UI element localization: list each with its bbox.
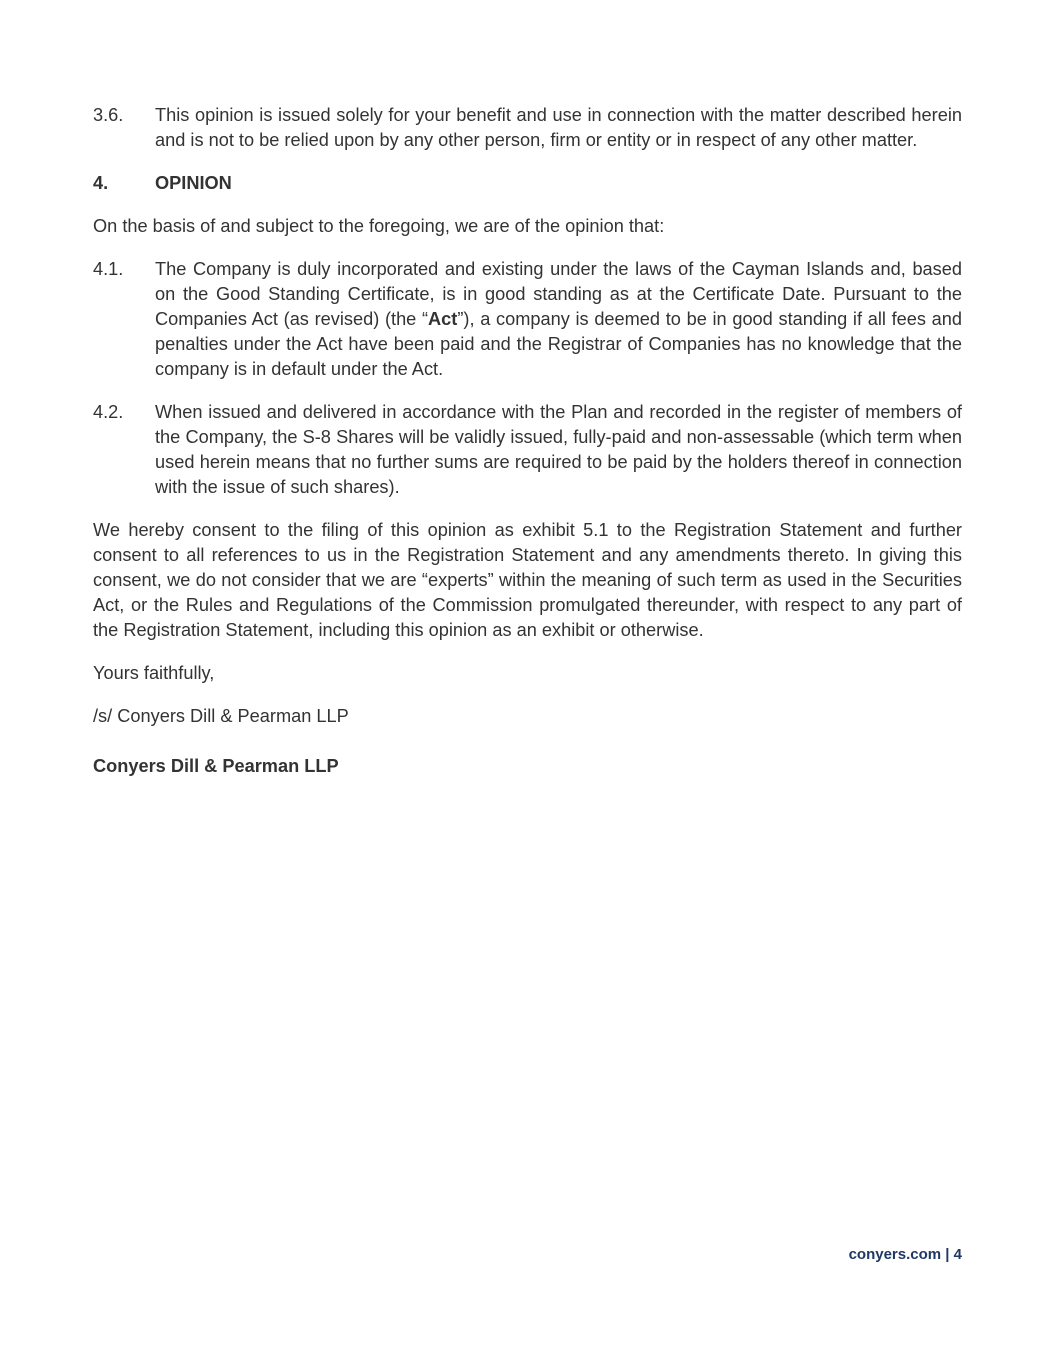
signature-line: /s/ Conyers Dill & Pearman LLP xyxy=(93,706,349,726)
clause-number: 4.2. xyxy=(93,402,124,422)
clause-number: 3.6. xyxy=(93,105,124,125)
clause-text-part: The Company is duly incorporated and existing under the laws of the Cayman Islands and, based on the Good Standing Certificate, is in good standing as at the Certificate Date. Pursuant to the Companies Act (as revised) (the “ xyxy=(155,259,962,329)
signatory-name: Conyers Dill & Pearman LLP xyxy=(93,756,339,776)
page-number: 4 xyxy=(953,1246,962,1263)
clause-text xyxy=(155,257,962,382)
clause-4-1 xyxy=(93,257,962,382)
closing-salutation: Yours faithfully, xyxy=(93,663,215,683)
page-footer xyxy=(849,1246,962,1263)
document-page xyxy=(93,103,962,779)
defined-term: Act xyxy=(428,309,458,329)
consent-paragraph: We hereby consent to the filing of this opinion as exhibit 5.1 to the Registration Statement and further consent to all references to us in the Registration Statement and any amendments thereto. In giving this consent, we do not consider that we are “experts” within the meaning of such term as used in the Securities Act, or the Rules and Regulations of the Commission promulgated thereunder, with respect to any part of the Registration Statement, including this opinion as an exhibit or otherwise. xyxy=(93,520,962,640)
section-title: OPINION xyxy=(155,173,232,193)
footer-website: conyers.com xyxy=(848,1246,942,1263)
clause-4-2 xyxy=(93,400,962,500)
section-number: 4. xyxy=(93,173,109,193)
clause-text: When issued and delivered in accordance with the Plan and recorded in the register of members of the Company, the S-8 Shares will be validly issued, fully-paid and non-assessable (which term when used herein means that no further sums are required to be paid by the holders thereof in connection with the issue of such shares). xyxy=(155,402,962,497)
footer-separator: | xyxy=(945,1246,950,1263)
clause-text: This opinion is issued solely for your benefit and use in connection with the matter described herein and is not to be relied upon by any other person, firm or entity or in respect of any other matter. xyxy=(155,105,962,150)
clause-text-part: ”), a company is deemed to be in good standing if all fees and penalties under the Act have been paid and the Registrar of Companies has no knowledge that the company is in default under the Act. xyxy=(155,309,962,379)
clause-3-6 xyxy=(93,103,962,153)
intro-paragraph: On the basis of and subject to the foregoing, we are of the opinion that: xyxy=(93,216,665,236)
section-heading-opinion xyxy=(93,171,962,196)
clause-number: 4.1. xyxy=(93,259,124,279)
